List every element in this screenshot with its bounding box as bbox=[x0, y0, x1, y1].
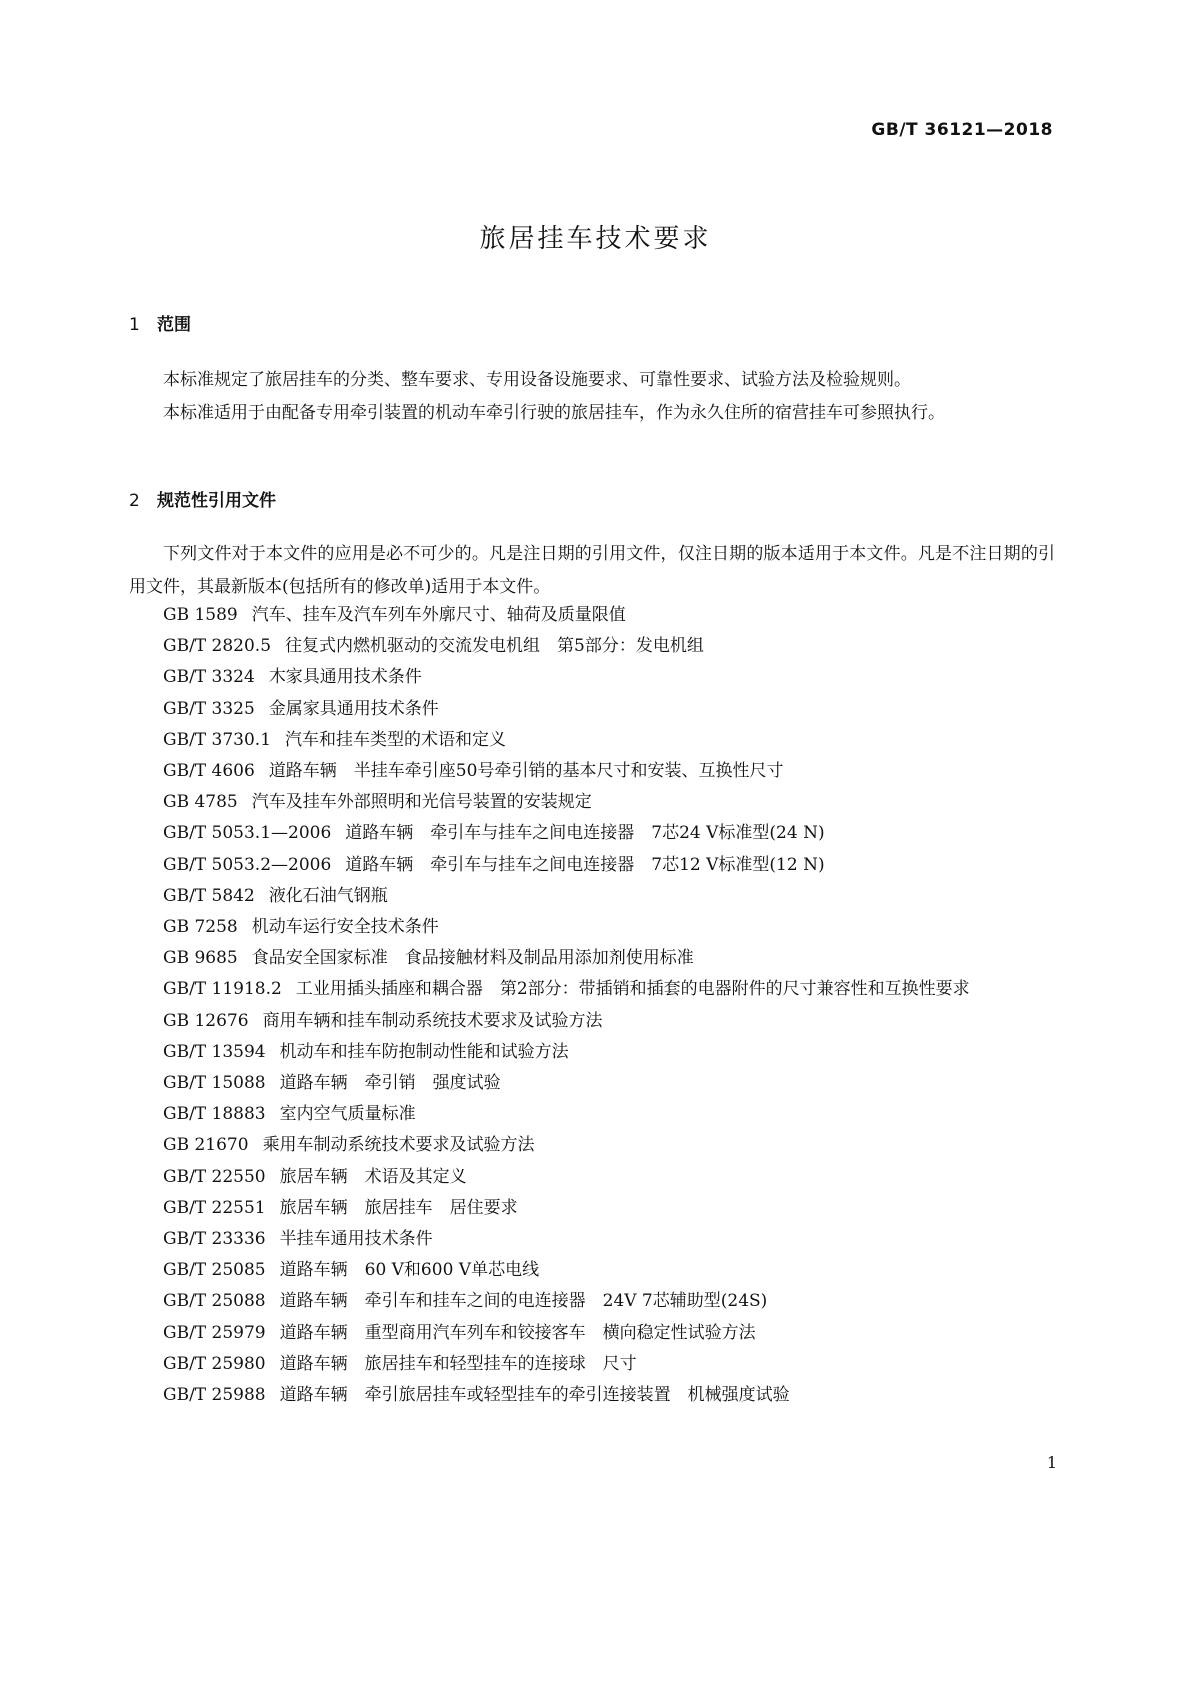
reference-code: GB/T 25085 bbox=[163, 1260, 266, 1281]
references-intro bbox=[129, 538, 1055, 604]
reference-code: GB/T 25988 bbox=[163, 1385, 266, 1406]
section-title: 规范性引用文件 bbox=[157, 491, 276, 511]
reference-title: 液化石油气钢瓶 bbox=[268, 885, 388, 906]
reference-item bbox=[129, 1318, 1055, 1349]
reference-item bbox=[129, 881, 1055, 912]
reference-code: GB/T 13594 bbox=[163, 1041, 266, 1062]
reference-item bbox=[129, 1037, 1055, 1068]
reference-code: GB 1589 bbox=[163, 605, 238, 625]
paragraph: 本标准适用于由配备专用牵引装置的机动车牵引行驶的旅居挂车，作为永久住所的宿营挂车可参照执行。 bbox=[163, 403, 945, 423]
reference-item bbox=[129, 943, 1055, 974]
reference-item bbox=[129, 1006, 1055, 1037]
reference-code: GB/T 25088 bbox=[163, 1291, 266, 1312]
reference-code: GB/T 11918.2 bbox=[163, 979, 282, 1000]
reference-item bbox=[129, 631, 1055, 662]
reference-title: 道路车辆 牵引旅居挂车或轻型挂车的牵引连接装置 机械强度试验 bbox=[279, 1385, 790, 1406]
reference-title: 室内空气质量标准 bbox=[279, 1104, 416, 1125]
reference-code: GB 21670 bbox=[163, 1135, 249, 1156]
standard-code: GB/T 36121—2018 bbox=[871, 120, 1053, 140]
reference-title: 道路车辆 60 V和600 V单芯电线 bbox=[279, 1260, 540, 1281]
reference-code: GB/T 22550 bbox=[163, 1166, 266, 1187]
reference-item bbox=[129, 1193, 1055, 1224]
reference-code: GB 7258 bbox=[163, 917, 238, 938]
reference-title: 木家具通用技术条件 bbox=[268, 667, 422, 688]
reference-item bbox=[129, 1286, 1055, 1317]
reference-title: 道路车辆 旅居挂车和轻型挂车的连接球 尺寸 bbox=[279, 1353, 637, 1374]
reference-title: 旅居车辆 旅居挂车 居住要求 bbox=[279, 1197, 518, 1218]
reference-code: GB/T 4606 bbox=[163, 761, 255, 782]
section-title: 范围 bbox=[157, 315, 191, 335]
reference-title: 往复式内燃机驱动的交流发电机组 第5部分：发电机组 bbox=[285, 636, 704, 657]
reference-title: 旅居车辆 术语及其定义 bbox=[279, 1166, 467, 1187]
reference-item bbox=[129, 1162, 1055, 1193]
reference-title: 汽车和挂车类型的术语和定义 bbox=[285, 729, 507, 750]
reference-title: 工业用插头插座和耦合器 第2部分：带插销和插套的电器附件的尺寸兼容性和互换性要求 bbox=[295, 979, 970, 1000]
section-number: 2 bbox=[129, 491, 140, 511]
reference-code: GB/T 3730.1 bbox=[163, 729, 272, 750]
page-number: 1 bbox=[1046, 1453, 1057, 1472]
reference-code: GB/T 18883 bbox=[163, 1104, 266, 1125]
reference-title: 道路车辆 牵引车和挂车之间的电连接器 24V 7芯辅助型(24S) bbox=[279, 1291, 768, 1312]
reference-item bbox=[129, 694, 1055, 725]
reference-code: GB 4785 bbox=[163, 792, 238, 813]
document-title: 旅居挂车技术要求 bbox=[479, 224, 712, 254]
reference-item bbox=[129, 850, 1055, 881]
reference-item bbox=[129, 1099, 1055, 1130]
paragraph: 下列文件对于本文件的应用是必不可少的。凡是注日期的引用文件，仅注日期的版本适用于本文件。凡是不注日期的引用文件，其最新版本(包括所有的修改单)适用于本文件。 bbox=[129, 544, 1055, 597]
reference-title: 乘用车制动系统技术要求及试验方法 bbox=[262, 1135, 535, 1156]
reference-title: 机动车运行安全技术条件 bbox=[251, 917, 439, 938]
reference-code: GB/T 2820.5 bbox=[163, 636, 272, 657]
reference-item bbox=[129, 787, 1055, 818]
reference-item bbox=[129, 818, 1055, 849]
reference-code: GB/T 22551 bbox=[163, 1197, 266, 1218]
reference-title: 半挂车通用技术条件 bbox=[279, 1229, 433, 1250]
reference-code: GB/T 25980 bbox=[163, 1353, 266, 1374]
reference-code: GB 9685 bbox=[163, 948, 238, 969]
reference-item bbox=[129, 662, 1055, 693]
section-number: 1 bbox=[129, 315, 140, 335]
reference-item bbox=[129, 1224, 1055, 1255]
paragraph: 本标准规定了旅居挂车的分类、整车要求、专用设备设施要求、可靠性要求、试验方法及检验规则。 bbox=[163, 370, 911, 390]
reference-title: 汽车、挂车及汽车列车外廓尺寸、轴荷及质量限值 bbox=[251, 605, 626, 625]
reference-title: 汽车及挂车外部照明和光信号装置的安装规定 bbox=[251, 792, 592, 813]
section-heading-scope bbox=[129, 310, 191, 335]
reference-code: GB 12676 bbox=[163, 1010, 249, 1031]
reference-code: GB/T 5053.2—2006 bbox=[163, 854, 332, 875]
reference-code: GB/T 3324 bbox=[163, 667, 255, 688]
reference-code: GB/T 23336 bbox=[163, 1229, 266, 1250]
reference-code: GB/T 5053.1—2006 bbox=[163, 823, 332, 844]
reference-title: 道路车辆 半挂车牵引座50号牵引销的基本尺寸和安装、互换性尺寸 bbox=[268, 761, 784, 782]
reference-title: 道路车辆 牵引车与挂车之间电连接器 7芯24 V标准型(24 N) bbox=[345, 823, 825, 844]
reference-item bbox=[129, 756, 1055, 787]
reference-item bbox=[129, 1130, 1055, 1161]
reference-item bbox=[129, 1380, 1055, 1411]
reference-title: 道路车辆 牵引车与挂车之间电连接器 7芯12 V标准型(12 N) bbox=[345, 854, 825, 875]
reference-title: 商用车辆和挂车制动系统技术要求及试验方法 bbox=[262, 1010, 603, 1031]
reference-code: GB/T 15088 bbox=[163, 1073, 266, 1094]
reference-item bbox=[129, 974, 1055, 1005]
reference-code: GB/T 3325 bbox=[163, 698, 255, 719]
reference-item bbox=[129, 1349, 1055, 1380]
reference-list bbox=[129, 600, 1055, 1411]
reference-title: 食品安全国家标准 食品接触材料及制品用添加剂使用标准 bbox=[251, 948, 694, 969]
reference-item bbox=[129, 600, 1055, 631]
scope-paragraphs bbox=[129, 364, 1055, 430]
reference-code: GB/T 25979 bbox=[163, 1322, 266, 1343]
reference-item bbox=[129, 725, 1055, 756]
reference-title: 道路车辆 重型商用汽车列车和铰接客车 横向稳定性试验方法 bbox=[279, 1322, 756, 1343]
reference-title: 道路车辆 牵引销 强度试验 bbox=[279, 1073, 501, 1094]
reference-title: 金属家具通用技术条件 bbox=[268, 698, 439, 719]
reference-item bbox=[129, 912, 1055, 943]
reference-title: 机动车和挂车防抱制动性能和试验方法 bbox=[279, 1041, 569, 1062]
reference-item bbox=[129, 1255, 1055, 1286]
reference-item bbox=[129, 1068, 1055, 1099]
reference-code: GB/T 5842 bbox=[163, 885, 255, 906]
section-heading-normative-references bbox=[129, 486, 276, 511]
